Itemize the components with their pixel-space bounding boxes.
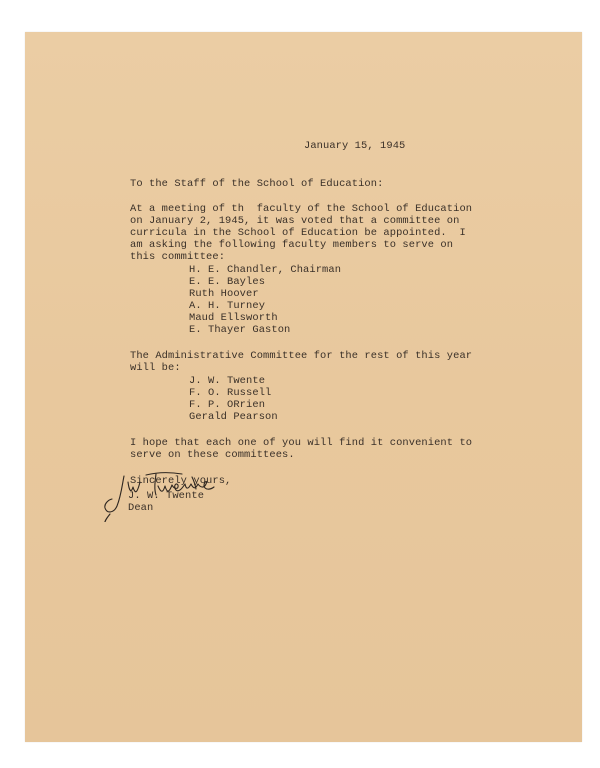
paragraph-3-line-1: I hope that each one of you will find it convenient to [130, 437, 473, 449]
salutation: To the Staff of the School of Education: [130, 178, 384, 190]
committee-member-6: E. Thayer Gaston [189, 324, 291, 336]
signer-name: J. W. Twente [128, 490, 205, 502]
paragraph-1-line-3: curricula in the School of Education be appointed. I [130, 227, 466, 239]
letter-page [25, 32, 582, 742]
paragraph-1-line-2: on January 2, 1945, it was voted that a committee on [130, 215, 460, 227]
admin-member-4: Gerald Pearson [189, 411, 278, 423]
paragraph-1-line-5: this committee: [130, 251, 226, 263]
admin-member-3: F. P. ORrien [189, 399, 266, 411]
paragraph-1-line-1: At a meeting of th faculty of the School of Education [130, 203, 473, 215]
letter-date: January 15, 1945 [304, 140, 406, 152]
committee-member-3: Ruth Hoover [189, 288, 259, 300]
closing: Sincerely yours, [130, 475, 232, 487]
signer-title: Dean [128, 502, 154, 514]
committee-member-5: Maud Ellsworth [189, 312, 278, 324]
paragraph-2-line-1: The Administrative Committee for the rest of this year [130, 350, 473, 362]
committee-member-4: A. H. Turney [189, 300, 266, 312]
admin-member-1: J. W. Twente [189, 375, 266, 387]
admin-member-2: F. O. Russell [189, 387, 272, 399]
paragraph-1-line-4: am asking the following faculty members to serve on [130, 239, 454, 251]
committee-member-1: H. E. Chandler, Chairman [189, 264, 342, 276]
committee-member-2: E. E. Bayles [189, 276, 266, 288]
paragraph-2-line-2: will be: [130, 362, 181, 374]
paragraph-3-line-2: serve on these committees. [130, 449, 295, 461]
